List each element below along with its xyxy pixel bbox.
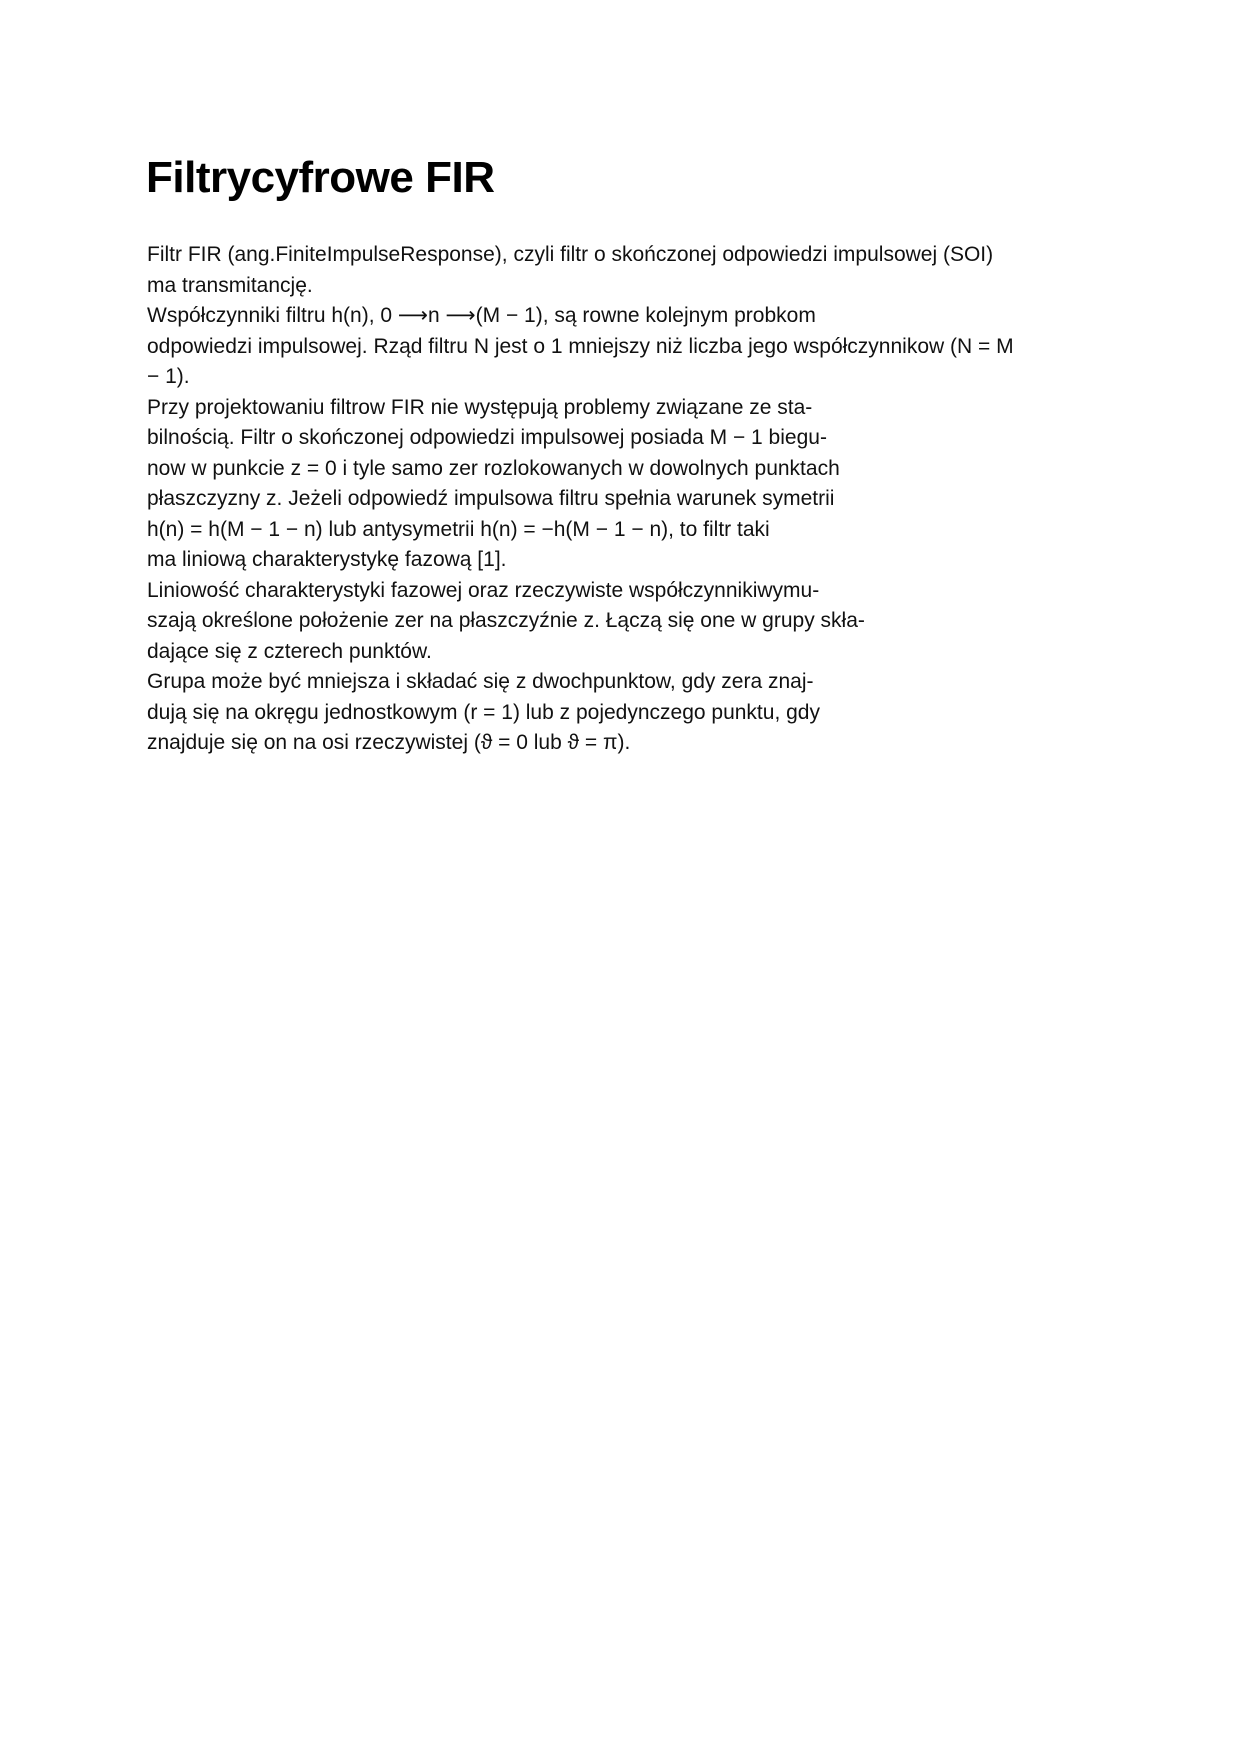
body-line: Grupa może być mniejsza i składać się z dwochpunktow, gdy zera znaj- (147, 670, 814, 693)
body-line: h(n) = h(M − 1 − n) lub antysymetrii h(n) = −h(M − 1 − n), to filtr taki (147, 517, 770, 541)
body-line: ma transmitancję. (147, 273, 313, 297)
body-line: szają określone położenie zer na płaszczyźnie z. Łączą się one w grupy skła- (147, 609, 865, 632)
body-line: Współczynniki filtru h(n), 0 ⟶n ⟶(M − 1), są rowne kolejnym probkom (147, 304, 816, 327)
body-line: dują się na okręgu jednostkowym (r = 1) lub z pojedynczego punktu, gdy (147, 700, 820, 724)
body-line: Liniowość charakterystyki fazowej oraz rzeczywiste współczynnikiwymu- (147, 578, 820, 602)
body-line: odpowiedzi impulsowej. Rząd filtru N jest o 1 mniejszy niż liczba jego współczynnikow (N = M (147, 334, 1014, 358)
body-line: now w punkcie z = 0 i tyle samo zer rozlokowanych w dowolnych punktach (147, 456, 840, 480)
body-line: dające się z czterech punktów. (147, 639, 432, 663)
body-line: bilnością. Filtr o skończonej odpowiedzi impulsowej posiada M − 1 biegu- (147, 426, 827, 449)
body-line: Filtr FIR (ang.FiniteImpulseResponse), czyli filtr o skończonej odpowiedzi impulsowej (SOI) (147, 243, 994, 266)
document-title: Filtrycyfrowe FIR (146, 153, 495, 202)
body-line: znajduje się on na osi rzeczywistej (ϑ = 0 lub ϑ = π). (147, 731, 631, 754)
body-line: ma liniową charakterystykę fazową [1]. (147, 548, 507, 571)
body-line: płaszczyzny z. Jeżeli odpowiedź impulsowa filtru spełnia warunek symetrii (147, 487, 835, 510)
body-line: − 1). (147, 365, 190, 388)
document-body (147, 240, 1107, 759)
body-line: Przy projektowaniu filtrow FIR nie występują problemy związane ze sta- (147, 395, 813, 419)
